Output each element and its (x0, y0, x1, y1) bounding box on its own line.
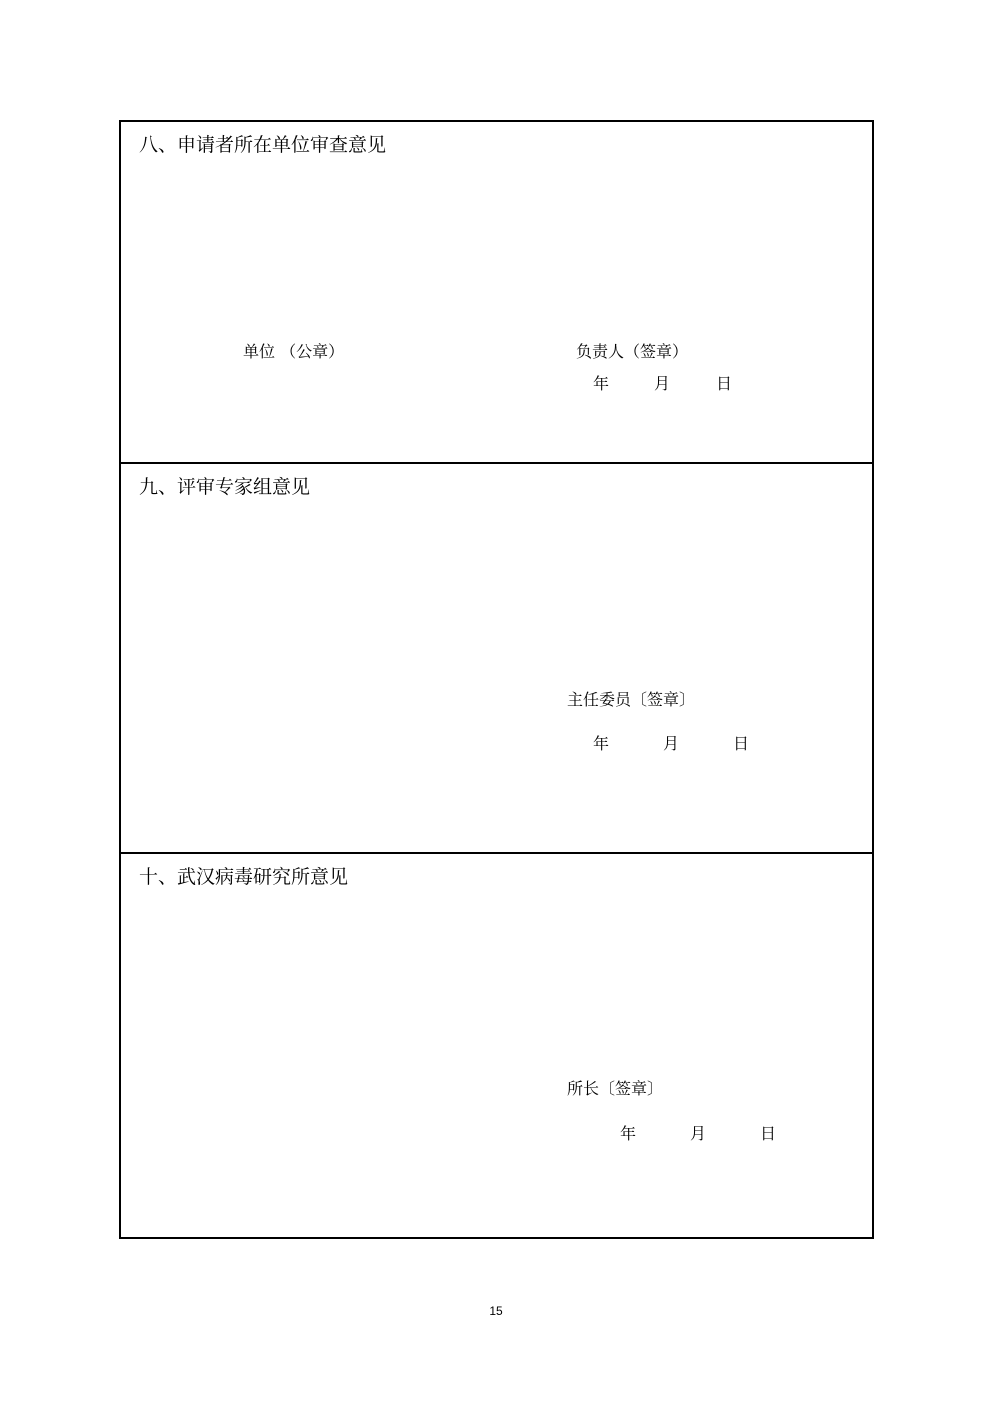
date-year-label: 年 (620, 1124, 637, 1143)
date-year-label: 年 (593, 374, 610, 393)
section-heading: 八、申请者所在单位审查意见 (139, 134, 387, 156)
signer-label: 主任委员〔签章〕 (567, 690, 696, 709)
page-number: 15 (489, 1304, 503, 1318)
unit-seal-label: 单位 （公章） (243, 342, 345, 361)
section-expert-review (121, 464, 872, 854)
section-heading: 九、评审专家组意见 (139, 476, 311, 498)
date-month-label: 月 (690, 1124, 707, 1143)
signer-label: 负责人（签章） (576, 342, 689, 361)
date-day-label: 日 (716, 374, 733, 393)
section-institute-review (121, 854, 872, 1237)
date-year-label: 年 (593, 734, 610, 753)
section-heading: 十、武汉病毒研究所意见 (139, 866, 349, 888)
review-opinion-form (119, 120, 874, 1239)
date-day-label: 日 (760, 1124, 777, 1143)
date-month-label: 月 (654, 374, 671, 393)
section-unit-review (121, 122, 872, 464)
signer-label: 所长〔签章〕 (567, 1079, 664, 1098)
date-day-label: 日 (733, 734, 750, 753)
date-month-label: 月 (663, 734, 680, 753)
